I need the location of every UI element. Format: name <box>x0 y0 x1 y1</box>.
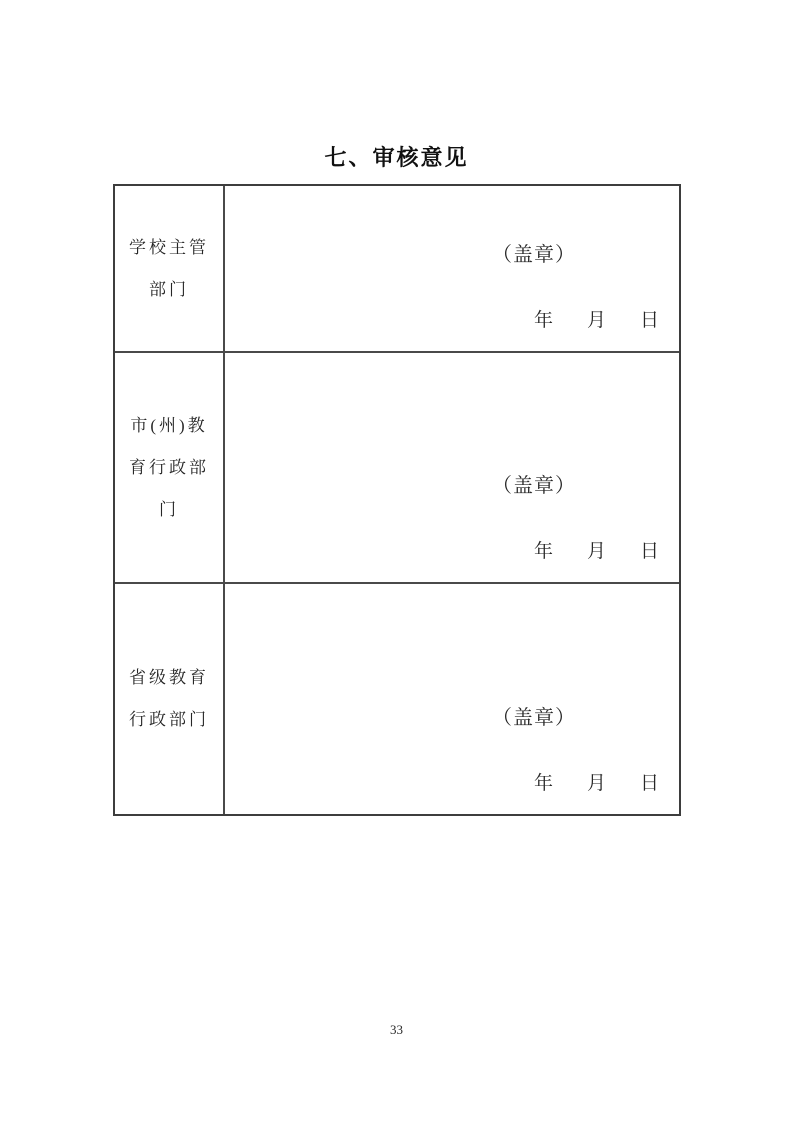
department-label-line: 市(州)教 <box>130 415 208 435</box>
year-label: 年 <box>533 310 553 331</box>
department-label-school <box>115 186 225 351</box>
page-number: 33 <box>390 1022 403 1037</box>
table-row-school-dept <box>115 186 679 353</box>
day-label: 日 <box>639 310 659 331</box>
year-label: 年 <box>533 541 553 562</box>
day-label: 日 <box>639 773 659 794</box>
department-label-line: 行政部门 <box>129 710 209 729</box>
day-label: 日 <box>639 541 659 562</box>
department-label-line: 省级教育 <box>129 668 209 687</box>
month-label: 月 <box>586 541 606 562</box>
department-label-line: 部门 <box>149 279 189 299</box>
seal-placeholder: （盖章） <box>492 475 576 497</box>
table-row-province-dept <box>115 584 679 814</box>
date-placeholder <box>225 309 679 333</box>
month-label: 月 <box>586 310 606 331</box>
opinion-area-school <box>225 186 679 351</box>
opinion-area-city <box>225 353 679 582</box>
seal-placeholder: （盖章） <box>492 244 576 266</box>
department-label-line: 学校主管 <box>129 237 209 257</box>
date-placeholder <box>225 772 679 796</box>
table-row-city-dept <box>115 353 679 584</box>
review-opinion-table <box>113 184 681 816</box>
date-placeholder <box>225 540 679 564</box>
year-label: 年 <box>533 773 553 794</box>
seal-placeholder: （盖章） <box>492 707 576 729</box>
month-label: 月 <box>586 773 606 794</box>
opinion-area-province <box>225 584 679 814</box>
department-label-line: 门 <box>159 499 179 519</box>
department-label-city <box>115 353 225 582</box>
section-title: 七、审核意见 <box>324 145 469 170</box>
department-label-line: 育行政部 <box>129 457 209 477</box>
department-label-province <box>115 584 225 814</box>
